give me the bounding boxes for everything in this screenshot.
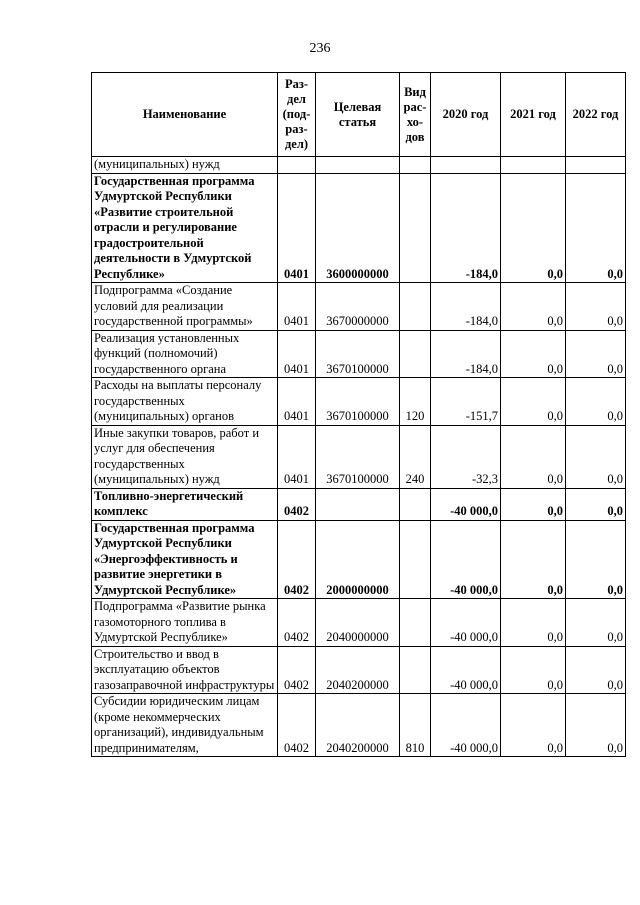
row-2021: 0,0 [501,378,566,426]
row-2020: -40 000,0 [431,599,501,647]
row-2020: -40 000,0 [431,646,501,694]
row-target: 3600000000 [316,173,400,283]
header-row [92,73,626,157]
table-row [92,378,626,426]
row-2022: 0,0 [566,694,626,757]
row-type [400,173,431,283]
row-section: 0401 [278,283,316,331]
row-2021: 0,0 [501,646,566,694]
row-2021: 0,0 [501,173,566,283]
row-section: 0401 [278,173,316,283]
row-name: Государственная программа Удмуртской Республики «Энергоэффективность и развитие энергетики в Удмуртской Республике» [92,520,278,599]
row-target: 3670000000 [316,283,400,331]
row-section: 0401 [278,425,316,488]
table-row [92,488,626,520]
header-expense-type: Вид рас- хо- дов [400,73,431,157]
table-row [92,425,626,488]
row-2021: 0,0 [501,425,566,488]
row-name: (муниципальных) нужд [92,157,278,174]
row-2020: -151,7 [431,378,501,426]
row-type: 810 [400,694,431,757]
row-target: 2000000000 [316,520,400,599]
row-2021: 0,0 [501,520,566,599]
row-section: 0402 [278,646,316,694]
row-name: Реализация установленных функций (полномочий) государственного органа [92,330,278,378]
row-2022: 0,0 [566,599,626,647]
row-2022: 0,0 [566,330,626,378]
table-row [92,520,626,599]
row-type [400,488,431,520]
row-type [400,599,431,647]
table-row [92,646,626,694]
row-2020 [431,157,501,174]
row-section [278,157,316,174]
row-2021: 0,0 [501,599,566,647]
row-type [400,330,431,378]
row-2022: 0,0 [566,425,626,488]
row-section: 0402 [278,694,316,757]
budget-table [91,72,626,757]
table-row [92,694,626,757]
row-2022: 0,0 [566,520,626,599]
header-2021: 2021 год [501,73,566,157]
row-type [400,520,431,599]
row-name: Иные закупки товаров, работ и услуг для обеспечения государственных (муниципальных) нужд [92,425,278,488]
row-target: 3670100000 [316,330,400,378]
row-2022: 0,0 [566,646,626,694]
header-name: Наименование [92,73,278,157]
row-name: Субсидии юридическим лицам (кроме некоммерческих организаций), индивидуальным предпринимателям, [92,694,278,757]
row-target: 2040000000 [316,599,400,647]
row-target [316,488,400,520]
row-2021: 0,0 [501,330,566,378]
row-2021 [501,157,566,174]
row-2022: 0,0 [566,173,626,283]
row-target: 2040200000 [316,646,400,694]
row-2022: 0,0 [566,488,626,520]
row-section: 0402 [278,520,316,599]
row-type: 240 [400,425,431,488]
table-row [92,599,626,647]
row-name: Топливно-энергетический комплекс [92,488,278,520]
row-2020: -32,3 [431,425,501,488]
row-2021: 0,0 [501,283,566,331]
row-type: 120 [400,378,431,426]
row-2022: 0,0 [566,283,626,331]
row-type [400,157,431,174]
row-section: 0402 [278,488,316,520]
table-row [92,283,626,331]
row-name: Государственная программа Удмуртской Республики «Развитие строительной отрасли и регулирование градостроительной деятельности в Удмуртской Республике» [92,173,278,283]
row-name: Подпрограмма «Развитие рынка газомоторного топлива в Удмуртской Республике» [92,599,278,647]
row-2020: -184,0 [431,330,501,378]
header-2022: 2022 год [566,73,626,157]
header-target: Целевая статья [316,73,400,157]
row-section: 0401 [278,330,316,378]
row-name: Строительство и ввод в эксплуатацию объектов газозаправочной инфраструктуры [92,646,278,694]
page-number: 236 [309,41,331,56]
row-2020: -184,0 [431,283,501,331]
table-row [92,330,626,378]
row-2021: 0,0 [501,694,566,757]
row-2020: -40 000,0 [431,488,501,520]
row-target: 2040200000 [316,694,400,757]
row-2020: -40 000,0 [431,694,501,757]
table-row [92,157,626,174]
row-target: 3670100000 [316,378,400,426]
row-2022 [566,157,626,174]
row-2020: -40 000,0 [431,520,501,599]
row-type [400,283,431,331]
table-row [92,173,626,283]
row-type [400,646,431,694]
row-section: 0401 [278,378,316,426]
row-2021: 0,0 [501,488,566,520]
row-name: Расходы на выплаты персоналу государственных (муниципальных) органов [92,378,278,426]
row-target: 3670100000 [316,425,400,488]
row-name: Подпрограмма «Создание условий для реализации государственной программы» [92,283,278,331]
row-2022: 0,0 [566,378,626,426]
row-section: 0402 [278,599,316,647]
header-section: Раз- дел (под- раз- дел) [278,73,316,157]
header-2020: 2020 год [431,73,501,157]
row-target [316,157,400,174]
row-2020: -184,0 [431,173,501,283]
